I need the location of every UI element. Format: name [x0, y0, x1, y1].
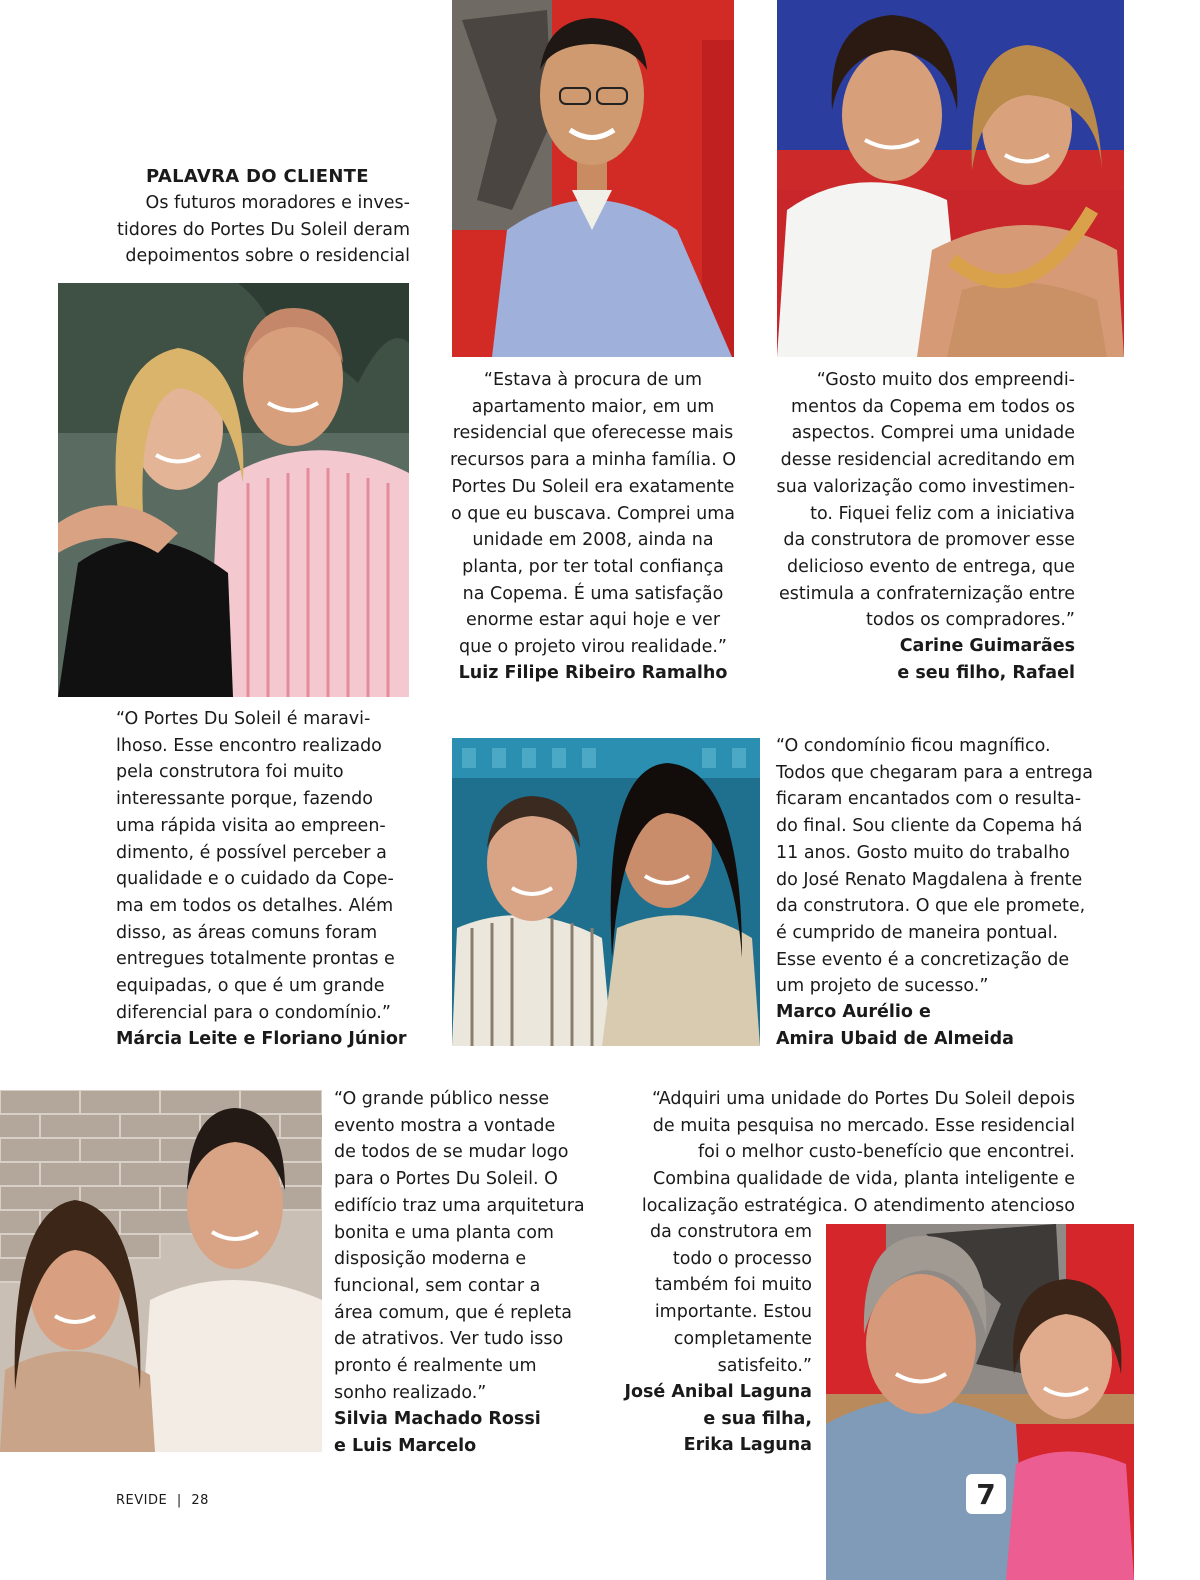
testimonial-marco-quote	[776, 733, 1106, 1000]
text-line: depoimentos sobre o residencial	[125, 246, 410, 267]
text-line: Todos que chegaram para a entrega	[776, 762, 1094, 783]
text-line: Os futuros moradores e inves-	[145, 193, 410, 213]
text-line: disso, as áreas comuns foram	[116, 922, 378, 943]
text-line: “O grande público nesse	[334, 1089, 550, 1109]
photo-luiz-filipe	[452, 0, 734, 357]
testimonial-luiz-quote	[440, 367, 746, 661]
text-line: o que eu buscava. Comprei uma	[450, 503, 736, 524]
text-line: Erika Laguna	[683, 1435, 812, 1456]
testimonial-marcia-author	[116, 1026, 416, 1053]
text-line: aspectos. Comprei uma unidade	[791, 423, 1075, 444]
text-line: disposição moderna e	[334, 1249, 527, 1270]
text-line: recursos para a minha família. O	[449, 450, 737, 471]
text-line: de todos de se mudar logo	[334, 1142, 569, 1163]
text-line: tidores do Portes Du Soleil deram	[116, 219, 410, 240]
text-line: sonho realizado.”	[334, 1382, 487, 1403]
text-line: e Luis Marcelo	[334, 1435, 477, 1456]
magazine-name: REVIDE	[116, 1493, 168, 1508]
text-line: todos os compradores.”	[866, 610, 1075, 631]
text-line: to. Fiquei feliz com a iniciativa	[810, 503, 1075, 524]
text-line: Márcia Leite e Floriano Júnior	[116, 1029, 407, 1049]
text-line: 11 anos. Gosto muito do trabalho	[776, 842, 1070, 863]
text-line: planta, por ter total confiança	[462, 556, 724, 577]
text-line: de muita pesquisa no mercado. Esse residencial	[652, 1115, 1075, 1136]
text-line: Combina qualidade de vida, planta inteligente e	[652, 1169, 1075, 1190]
text-line: pronto é realmente um	[334, 1356, 537, 1377]
text-line: Marco Aurélio e	[776, 1002, 931, 1022]
text-line: estimula a confraternização entre	[779, 583, 1075, 604]
text-line: da construtora de promover esse	[783, 530, 1075, 551]
text-line: todo o processo	[672, 1248, 812, 1269]
photo-marco-amira	[452, 738, 760, 1046]
text-line: e seu filho, Rafael	[897, 662, 1075, 683]
text-line: ficaram encantados com o resulta-	[776, 789, 1082, 810]
testimonial-jose-author	[600, 1379, 812, 1459]
text-line: equipadas, o que é um grande	[116, 976, 385, 997]
section-intro	[100, 190, 410, 270]
text-line: do final. Sou cliente da Copema há	[776, 816, 1083, 837]
text-line: “Adquiri uma unidade do Portes Du Soleil depois	[651, 1089, 1075, 1109]
text-line: sua valorização como investimen-	[776, 476, 1075, 497]
text-line: é cumprido de maneira pontual.	[776, 922, 1059, 943]
text-line: “Estava à procura de um	[483, 370, 703, 390]
photo-silvia-luis	[0, 1090, 322, 1452]
text-line: mentos da Copema em todos os	[791, 396, 1075, 417]
page-footer	[116, 1493, 209, 1508]
text-line: também foi muito	[655, 1275, 812, 1296]
text-line: funcional, sem contar a	[334, 1275, 541, 1296]
text-line: completamente	[673, 1328, 812, 1349]
photo-marcia-floriano	[58, 283, 409, 697]
testimonial-carine-quote	[760, 367, 1075, 634]
text-line: enorme estar aqui hoje e ver	[465, 610, 721, 631]
text-line: lhoso. Esse encontro realizado	[116, 735, 382, 756]
testimonial-luiz-author	[440, 660, 746, 687]
text-line: do José Renato Magdalena à frente	[776, 869, 1083, 890]
text-line: dimento, é possível perceber a	[116, 842, 387, 863]
text-line: Carine Guimarães	[899, 636, 1075, 656]
testimonial-marcia-quote	[116, 706, 416, 1026]
text-line: de atrativos. Ver tudo isso	[334, 1329, 564, 1350]
page-number: 28	[191, 1493, 209, 1508]
text-line: da construtora. O que ele promete,	[776, 896, 1086, 917]
text-line: e sua filha,	[703, 1408, 812, 1429]
text-line: bonita e uma planta com	[334, 1222, 554, 1243]
text-line: ma em todos os detalhes. Além	[116, 895, 394, 916]
text-line: pela construtora foi muito	[116, 762, 344, 783]
testimonial-silvia-quote	[334, 1086, 614, 1406]
text-line: uma rápida visita ao empreen-	[116, 815, 386, 836]
text-line: evento mostra a vontade	[334, 1115, 556, 1136]
text-line: qualidade e o cuidado da Cope-	[116, 869, 394, 890]
text-line: um projeto de sucesso.”	[776, 976, 989, 997]
text-line: área comum, que é repleta	[334, 1302, 572, 1323]
text-line: desse residencial acreditando em	[780, 450, 1075, 471]
testimonial-jose-quote-wide	[600, 1086, 1075, 1220]
text-line: “O Portes Du Soleil é maravi-	[116, 709, 371, 729]
section-heading: PALAVRA DO CLIENTE	[146, 166, 369, 187]
text-line: na Copema. É uma satisfação	[462, 583, 724, 604]
text-line: unidade em 2008, ainda na	[472, 530, 714, 551]
text-line: para o Portes Du Soleil. O	[334, 1169, 558, 1190]
text-line: “Gosto muito dos empreendi-	[816, 370, 1075, 390]
text-line: Amira Ubaid de Almeida	[776, 1028, 1014, 1049]
svg-text:7: 7	[976, 1478, 996, 1511]
text-line: Silvia Machado Rossi	[334, 1409, 541, 1429]
text-line: interessante porque, fazendo	[116, 789, 373, 810]
photo-carine-rafael	[777, 0, 1124, 357]
text-line: delicioso evento de entrega, que	[787, 556, 1075, 577]
footer-separator: |	[176, 1493, 182, 1508]
text-line: Portes Du Soleil era exatamente	[451, 476, 735, 497]
text-line: foi o melhor custo-benefício que encontrei.	[697, 1142, 1075, 1163]
testimonial-marco-author	[776, 999, 1106, 1052]
text-line: “O condomínio ficou magnífico.	[776, 736, 1051, 756]
text-line: residencial que oferecesse mais	[452, 423, 734, 444]
text-line: localização estratégica. O atendimento atencioso	[641, 1195, 1075, 1216]
text-line: Luiz Filipe Ribeiro Ramalho	[458, 663, 728, 683]
text-line: da construtora em	[650, 1222, 812, 1242]
text-line: apartamento maior, em um	[471, 396, 715, 417]
testimonial-carine-author	[760, 633, 1075, 686]
text-line: edifício traz uma arquitetura	[334, 1195, 585, 1216]
testimonial-jose-quote-narrow	[600, 1219, 812, 1379]
testimonial-silvia-author	[334, 1406, 614, 1459]
text-line: que o projeto virou realidade.”	[459, 637, 727, 658]
text-line: importante. Estou	[654, 1302, 812, 1323]
text-line: satisfeito.”	[717, 1355, 812, 1376]
text-line: entregues totalmente prontas e	[116, 949, 395, 970]
text-line: Esse evento é a concretização de	[776, 949, 1070, 970]
photo-jose-erika	[826, 1224, 1134, 1580]
text-line: José Anibal Laguna	[624, 1382, 812, 1402]
text-line: diferencial para o condomínio.”	[116, 1002, 391, 1023]
